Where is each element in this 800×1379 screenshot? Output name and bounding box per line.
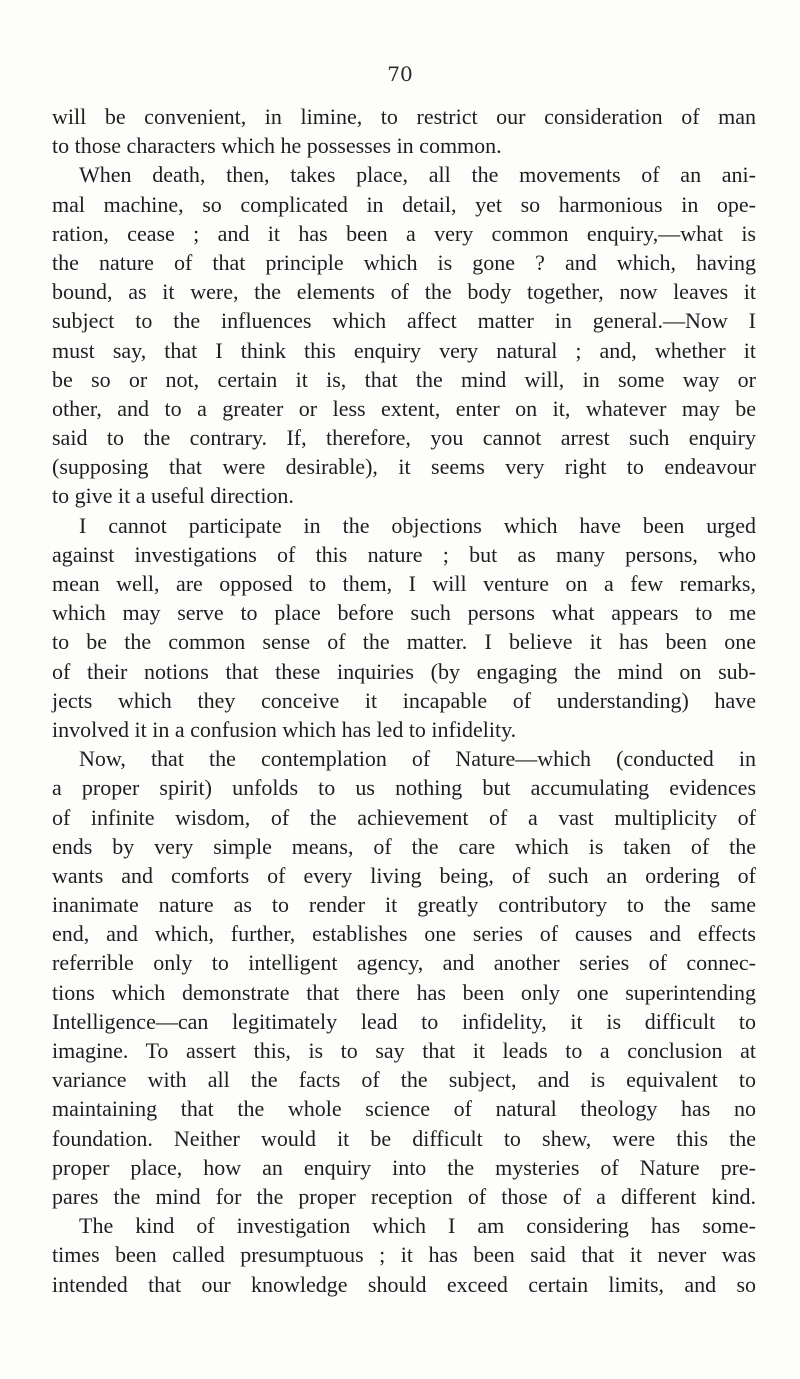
text-line: be so or not, certain it is, that the mind will, in some way or: [52, 366, 756, 392]
text-line: said to the contrary. If, therefore, you cannot arrest such enquiry: [52, 425, 756, 451]
text-line: inanimate nature as to render it greatly contributory to the same: [52, 892, 756, 918]
text-line: The kind of investigation which I am considering has some-: [79, 1213, 756, 1239]
text-line: jects which they conceive it incapable of understanding) have: [52, 687, 756, 713]
text-line: subject to the influences which affect matter in general.—Now I: [52, 308, 756, 334]
text-line: of infinite wisdom, of the achievement of a vast multiplicity of: [52, 804, 756, 830]
text-line: against investigations of this nature ; but as many persons, who: [52, 541, 756, 567]
text-line: intended that our knowledge should exceed certain limits, and so: [52, 1271, 756, 1297]
text-line: mean well, are opposed to them, I will venture on a few remarks,: [52, 571, 756, 596]
text-line: ration, cease ; and it has been a very common enquiry,—what is: [52, 220, 756, 246]
page-number: 70: [387, 62, 413, 86]
text-line: (supposing that were desirable), it seems very right to endeavour: [52, 454, 756, 480]
text-line: times been called presumptuous ; it has been said that it never was: [52, 1242, 756, 1268]
text-line: which may serve to place before such persons what appears to me: [52, 600, 756, 626]
text-line: other, and to a greater or less extent, enter on it, whatever may be: [52, 395, 756, 421]
text-line: to give it a useful direction.: [52, 483, 294, 509]
text-line: variance with all the facts of the subject, and is equivalent to: [52, 1067, 756, 1093]
text-line: maintaining that the whole science of natural theology has no: [52, 1096, 756, 1122]
text-line: pares the mind for the proper reception of those of a different kind.: [52, 1183, 756, 1209]
text-line: referrible only to intelligent agency, and another series of connec-: [52, 950, 756, 976]
text-line: of their notions that these inquiries (by engaging the mind on sub-: [52, 658, 756, 684]
text-line: I cannot participate in the objections which have been urged: [79, 512, 756, 538]
text-line: proper place, how an enquiry into the mysteries of Nature pre-: [52, 1154, 756, 1180]
text-line: end, and which, further, establishes one series of causes and effects: [52, 921, 756, 947]
text-line: ends by very simple means, of the care which is taken of the: [52, 833, 756, 859]
text-line: must say, that I think this enquiry very natural ; and, whether it: [52, 337, 756, 363]
text-line: to be the common sense of the matter. I believe it has been one: [52, 629, 756, 655]
text-line: the nature of that principle which is gone ? and which, having: [52, 249, 756, 275]
text-line: Intelligence—can legitimately lead to infidelity, it is difficult to: [52, 1008, 756, 1034]
text-line: to those characters which he possesses in common.: [52, 133, 502, 159]
text-line: bound, as it were, the elements of the body together, now leaves it: [52, 279, 756, 305]
text-line: a proper spirit) unfolds to us nothing but accumulating evidences: [52, 775, 756, 801]
text-line: will be convenient, in limine, to restrict our consideration of man: [52, 104, 756, 129]
text-line: foundation. Neither would it be difficult to shew, were this the: [52, 1125, 756, 1151]
text-line: mal machine, so complicated in detail, yet so harmonious in ope-: [52, 191, 756, 217]
body-text: [52, 102, 756, 1299]
text-line: imagine. To assert this, is to say that it leads to a conclusion at: [52, 1038, 756, 1063]
text-line: When death, then, takes place, all the movements of an ani-: [79, 162, 756, 188]
text-line: tions which demonstrate that there has been only one superintending: [52, 979, 756, 1005]
text-line: involved it in a confusion which has led to infidelity.: [52, 716, 517, 742]
text-line: wants and comforts of every living being, of such an ordering of: [52, 862, 756, 888]
text-line: Now, that the contemplation of Nature—which (conducted in: [79, 746, 756, 772]
